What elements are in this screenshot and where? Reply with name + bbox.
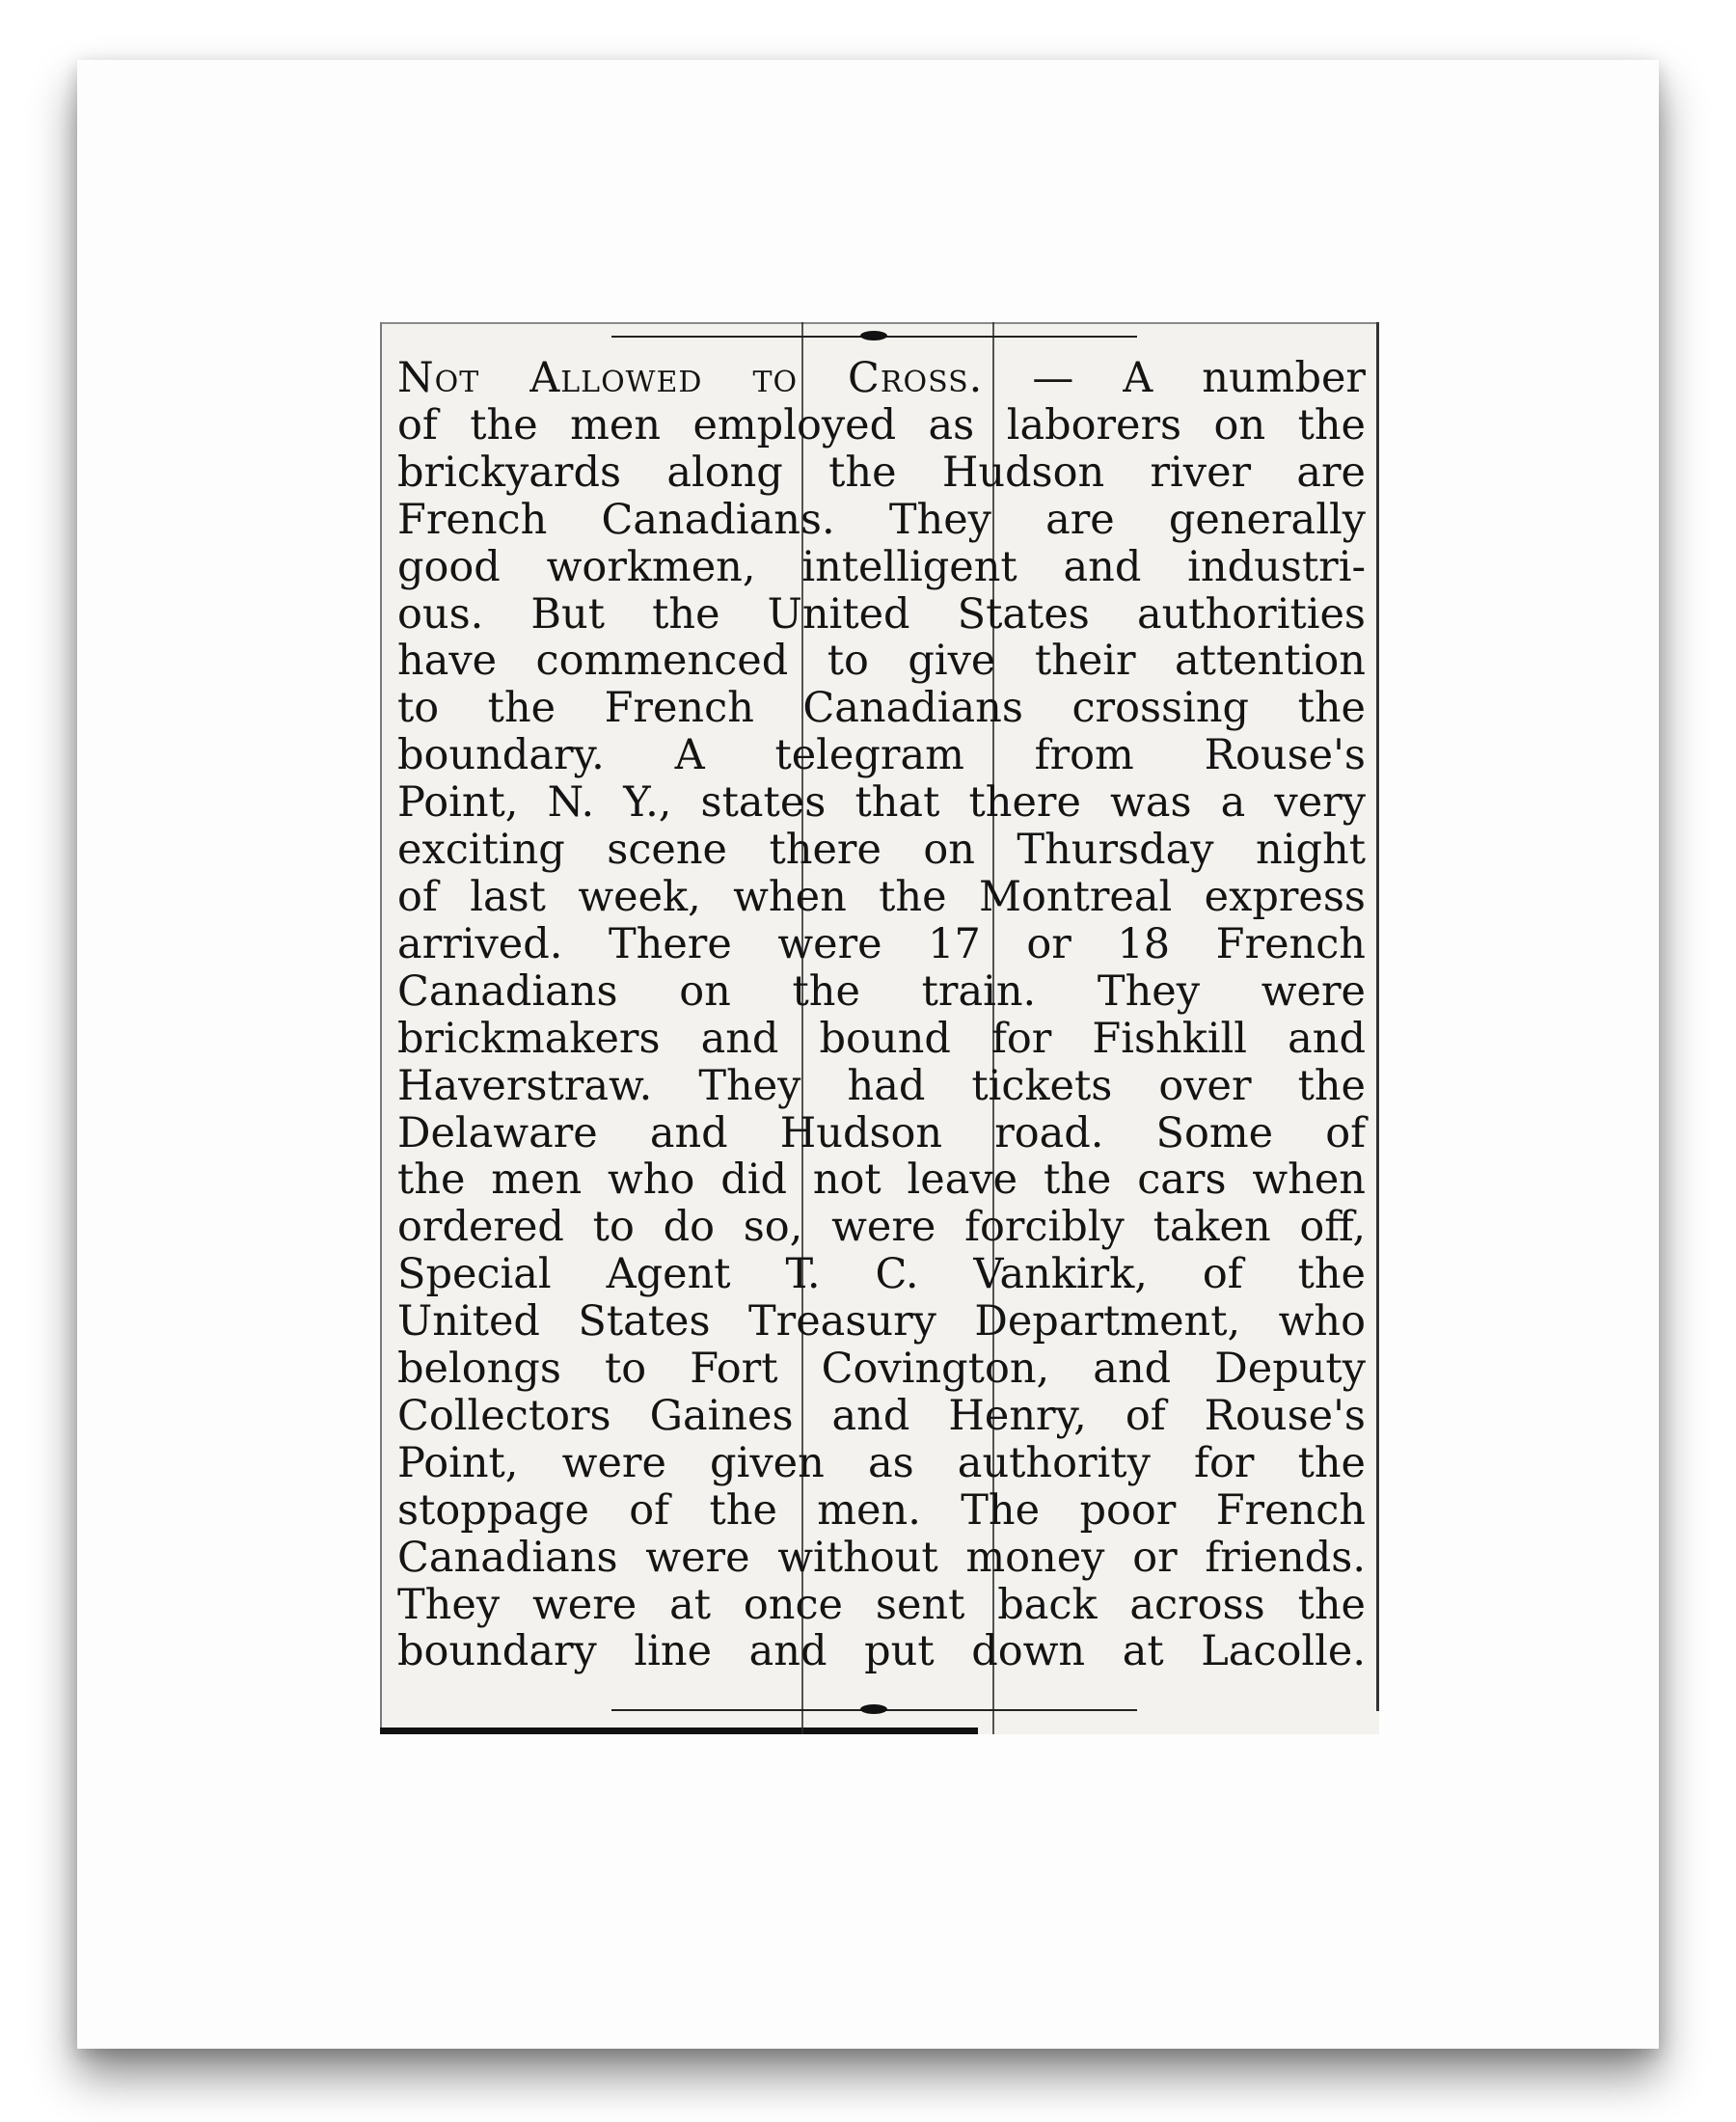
newspaper-clipping — [380, 322, 1379, 1734]
article-line: arrived. There were 17 or 18 French — [397, 919, 1366, 968]
clipping-top-edge — [380, 322, 1379, 324]
column-rule-right — [1376, 322, 1379, 1711]
article-line: belongs to Fort Covington, and Deputy — [397, 1345, 1366, 1394]
article-line: ous. But the United States authorities — [397, 589, 1366, 639]
article-line: stoppage of the men. The poor French — [397, 1485, 1366, 1535]
clipping-left-edge — [380, 322, 382, 1734]
article-line: the men who did not leave the cars when — [397, 1156, 1366, 1205]
article-line: Delaware and Hudson road. Some of — [397, 1108, 1366, 1157]
article-line: of last week, when the Montreal express — [397, 872, 1366, 921]
article-line: good workmen, intelligent and industri- — [397, 542, 1366, 591]
bottom-divider-ornament — [611, 1703, 1137, 1717]
article-line: Canadians on the train. They were — [397, 966, 1366, 1016]
article-line: Collectors Gaines and Henry, of Rouse's — [397, 1391, 1366, 1440]
article-line: United States Treasury Department, who — [397, 1297, 1366, 1347]
article-headline: Not Allowed to Cross. — [397, 354, 984, 402]
article-line: brickmakers and bound for Fishkill and — [397, 1014, 1366, 1063]
article-line: boundary. A telegram from Rouse's — [397, 731, 1366, 780]
article-body — [397, 355, 1366, 1675]
article-line: brickyards along the Hudson river are — [397, 448, 1366, 497]
article-line: They were at once sent back across the — [397, 1580, 1366, 1629]
article-line: exciting scene there on Thursday night — [397, 826, 1366, 875]
article-line: to the French Canadians crossing the — [397, 684, 1366, 733]
article-line: of the men employed as laborers on the — [397, 400, 1366, 449]
article-line: have commenced to give their attention — [397, 637, 1366, 686]
clipping-bottom-edge — [380, 1728, 978, 1734]
article-line: Special Agent T. C. Vankirk, of the — [397, 1250, 1366, 1299]
top-divider-ornament — [611, 330, 1137, 343]
article-line: Canadians were without money or friends. — [397, 1533, 1366, 1582]
article-line: French Canadians. They are generally — [397, 495, 1366, 544]
article-line: ordered to do so, were forcibly taken off, — [397, 1203, 1366, 1252]
article-line: boundary line and put down at Lacolle. — [397, 1627, 1366, 1676]
article-line: Haverstraw. They had tickets over the — [397, 1061, 1366, 1110]
article-first-line: Not Allowed to Cross. — A number — [397, 354, 1366, 402]
article-line: Point, were given as authority for the — [397, 1438, 1366, 1487]
article-line: Point, N. Y., states that there was a very — [397, 778, 1366, 828]
